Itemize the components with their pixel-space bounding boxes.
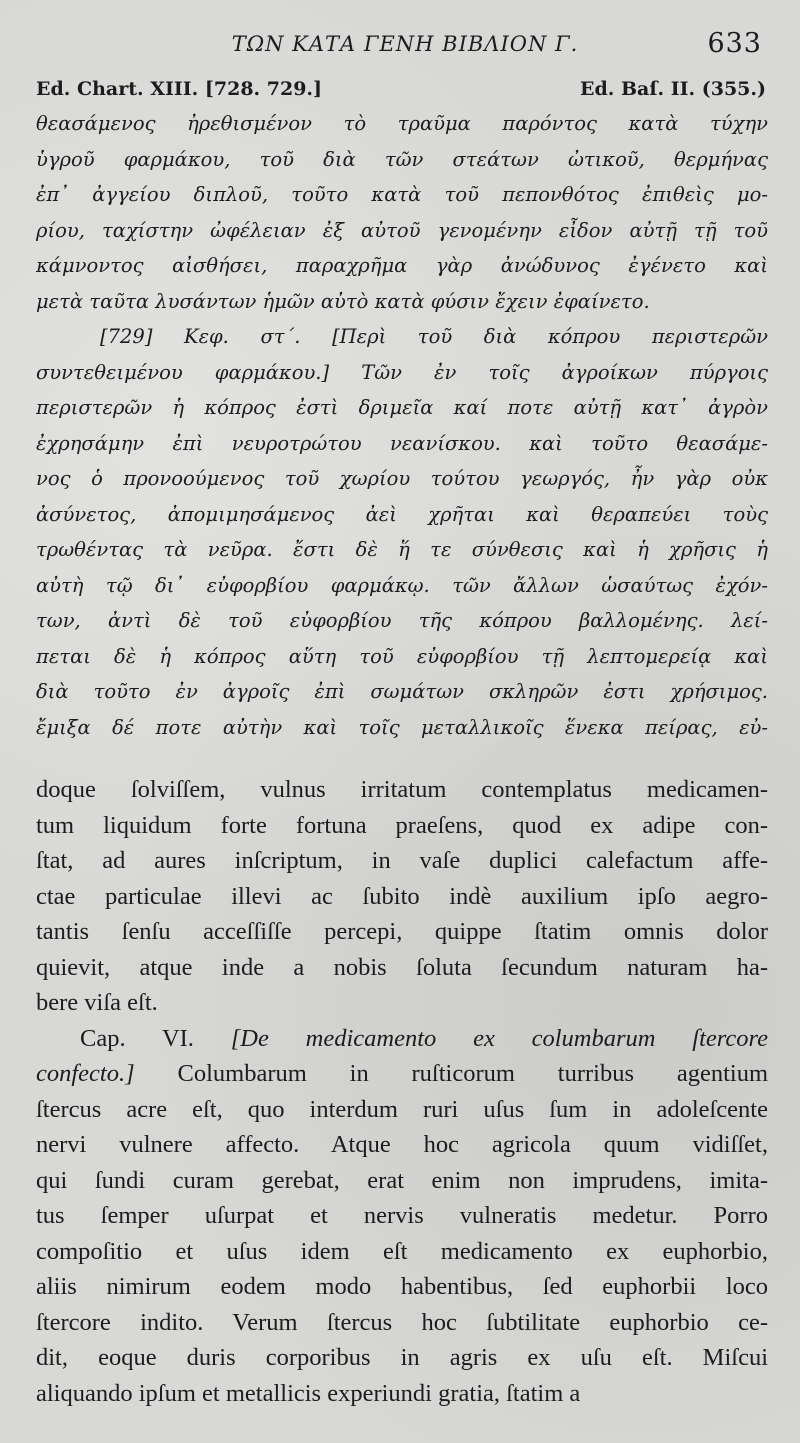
- latin-chapter-heading: [36, 1021, 768, 1057]
- greek-line: ἔμιξα δέ ποτε αὐτὴν καὶ τοῖς μεταλλικοῖς ἕνεκα πείρας, εὐ-: [36, 715, 768, 739]
- greek-line: διὰ τοῦτο ἐν ἀγροῖς ἐπὶ σωμάτων σκληρῶν ἐστι χρήσιμος.: [36, 680, 768, 703]
- greek-line: αὐτὴ τῷ δι᾽ εὐφορβίου φαρμάκῳ. τῶν ἄλλων ὡσαύτως ἐχόν-: [36, 573, 768, 597]
- greek-chapter-title: [Περὶ τοῦ διὰ κόπρου περιστερῶν: [332, 325, 768, 348]
- latin-line: aliis nimirum eodem modo habentibus, ſed euphorbii loco: [36, 1273, 768, 1300]
- latin-line: aliquando ipſum et metallicis experiundi gratia, ſtatim a: [36, 1379, 581, 1407]
- latin-line: compoſitio et uſus idem eſt medicamento ex euphorbio,: [36, 1237, 768, 1265]
- latin-chapter-title: [De medicamento ex columbarum ſtercore: [230, 1024, 768, 1052]
- latin-line: tus ſemper uſurpat et nervis vulneratis medetur. Porro: [36, 1202, 768, 1229]
- greek-line: τρωθέντας τὰ νεῦρα. ἔστι δὲ ἥ τε σύνθεσις καὶ ἡ χρῆσις ἡ: [36, 538, 768, 561]
- greek-chapter-title-cont: συντεθειμένου φαρμάκου.]: [36, 360, 330, 384]
- latin-line: bere viſa eſt.: [36, 989, 158, 1016]
- greek-line: ἀσύνετος, ἀπομιμησάμενος ἀεὶ χρῆται καὶ θεραπεύει τοὺς: [36, 502, 768, 526]
- latin-chapter-text-first: Columbarum in ruſticorum turribus agentium: [177, 1060, 768, 1087]
- greek-line: περιστερῶν ἡ κόπρος ἐστὶ δριμεῖα καί ποτε αὐτῇ κατ᾽ ἀγρὸν: [36, 396, 768, 419]
- latin-chapter-label: Cap. VI.: [80, 1024, 194, 1052]
- latin-line: ctae particulae illevi ac ſubito indè auxilium ipſo aegro-: [36, 882, 768, 910]
- latin-line: quievit, atque inde a nobis ſoluta ſecundum naturam ha-: [36, 953, 768, 981]
- greek-line: πεται δὲ ἡ κόπρος αὕτη τοῦ εὐφορβίου τῇ λεπτομερείᾳ καὶ: [36, 644, 768, 668]
- greek-text-block: [36, 106, 768, 745]
- latin-line: ſtercore indito. Verum ſtercus hoc ſubtilitate euphorbio ce-: [36, 1308, 768, 1336]
- greek-line: των, ἀντὶ δὲ τοῦ εὐφορβίου τῆς κόπρου βαλλομένης. λεί-: [36, 609, 768, 632]
- page-header: [0, 28, 800, 68]
- greek-line: ρίου, ταχίστην ὠφέλειαν ἐξ αὐτοῦ γενομένην εἶδον αὐτῇ τῇ τοῦ: [36, 218, 768, 242]
- greek-line: κάμνοντος αἰσθήσει, παραχρῆμα γὰρ ἀνώδυνος ἐγένετο καὶ: [36, 254, 768, 277]
- page-number: 633: [707, 28, 762, 59]
- edition-basel: Ed. Baſ. II. (355.): [579, 78, 766, 100]
- latin-line: qui ſundi curam gerebat, erat enim non imprudens, imita-: [36, 1166, 768, 1194]
- latin-line: doque ſolviſſem, vulnus irritatum contemplatus medicamen-: [36, 776, 768, 803]
- greek-line: μετὰ ταῦτα λυσάντων ἡμῶν αὐτὸ κατὰ φύσιν ἔχειν ἐφαίνετο.: [36, 289, 650, 313]
- latin-chapter-heading-cont: [36, 1056, 768, 1092]
- latin-chapter-title-cont: confecto.]: [36, 1060, 135, 1087]
- greek-line: θεασάμενος ἠρεθισμένον τὸ τραῦμα παρόντος κατὰ τύχην: [36, 112, 768, 135]
- running-title: ΤΩΝ ΚΑΤΑ ΓΕΝΗ ΒΙΒΛΙΟΝ Γ.: [231, 32, 579, 56]
- latin-line: tantis ſenſu acceſſiſſe percepi, quippe ſtatim omnis dolor: [36, 918, 768, 945]
- latin-line: ſtat, ad aures inſcriptum, in vaſe duplici calefactum affe-: [36, 847, 768, 874]
- latin-line: dit, eoque duris corporibus in agris ex uſu eſt. Miſcui: [36, 1344, 768, 1371]
- greek-chapter-text-first: Τῶν ἐν τοῖς ἀγροίκων πύργοις: [361, 360, 768, 384]
- greek-chapter-marker: [729]: [100, 325, 153, 348]
- greek-line: νος ὁ προνοούμενος τοῦ χωρίου τούτου γεωργός, ἦν γὰρ οὐκ: [36, 467, 768, 490]
- latin-line: ſtercus acre eſt, quo interdum ruri uſus ſum in adoleſcente: [36, 1095, 768, 1123]
- greek-chapter-heading-cont: [36, 355, 768, 391]
- edition-line: [36, 78, 766, 104]
- latin-line: tum liquidum forte fortuna praeſens, quod ex adipe con-: [36, 811, 768, 839]
- greek-line: ὑγροῦ φαρμάκου, τοῦ διὰ τῶν στεάτων ὠτικοῦ, θερμήνας: [36, 147, 768, 171]
- latin-text-block: [36, 772, 768, 1411]
- greek-line: ἐπ᾽ ἀγγείου διπλοῦ, τοῦτο κατὰ τοῦ πεπονθότος ἐπιθεὶς μο-: [36, 183, 768, 206]
- greek-chapter-heading: [36, 319, 768, 355]
- greek-chapter-label: Κεφ. στ΄.: [184, 325, 301, 348]
- latin-line: nervi vulnere affecto. Atque hoc agricola quum vidiſſet,: [36, 1131, 768, 1158]
- edition-chartier: Ed. Chart. XIII. [728. 729.]: [36, 78, 323, 100]
- greek-line: ἐχρησάμην ἐπὶ νευροτρώτου νεανίσκου. καὶ τοῦτο θεασάμε-: [36, 431, 768, 455]
